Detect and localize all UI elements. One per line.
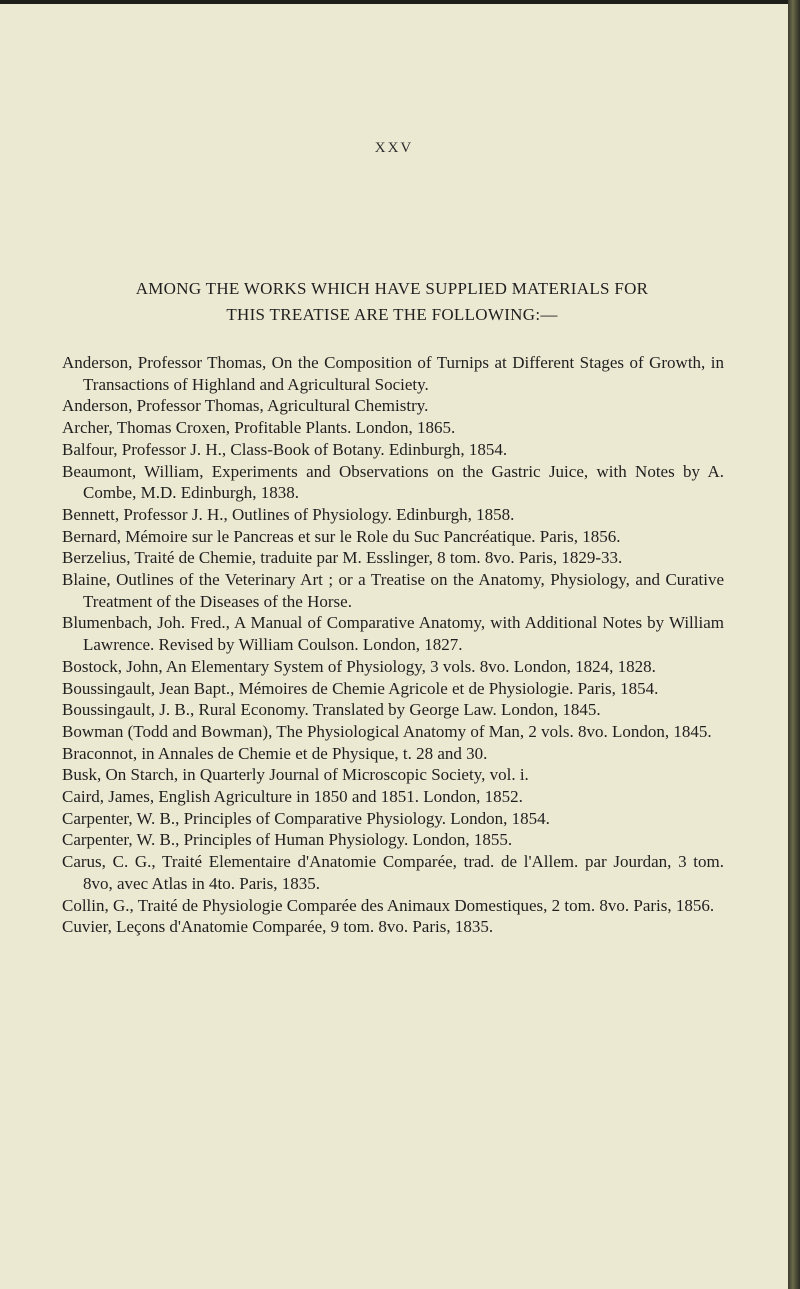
bibliography-entry: Busk, On Starch, in Quarterly Journal of Microscopic Society, vol. i. — [62, 765, 529, 785]
bibliography-entry: Carpenter, W. B., Principles of Comparative Physiology. London, 1854. — [62, 808, 550, 828]
bibliography-entry: Caird, James, English Agriculture in 1850 and 1851. London, 1852. — [62, 787, 523, 807]
bibliography-entry: Bostock, John, An Elementary System of Physiology, 3 vols. 8vo. London, 1824, 1828. — [62, 656, 656, 676]
bibliography-entry: Carpenter, W. B., Principles of Human Physiology. London, 1855. — [62, 830, 513, 850]
bibliography-entry: Berzelius, Traité de Chemie, traduite par M. Esslinger, 8 tom. 8vo. Paris, 1829-33. — [62, 548, 623, 568]
bibliography-entry: Boussingault, Jean Bapt., Mémoires de Chemie Agricole et de Physiologie. Paris, 1854. — [62, 678, 659, 698]
page-edge — [788, 0, 800, 1289]
bibliography-entry: Bowman (Todd and Bowman), The Physiological Anatomy of Man, 2 vols. 8vo. London, 1845. — [62, 721, 712, 741]
bibliography-entry: Boussingault, J. B., Rural Economy. Translated by George Law. London, 1845. — [62, 700, 601, 720]
bibliography-entry: Blumenbach, Joh. Fred., A Manual of Comparative Anatomy, with Additional Notes by William Lawrence. Revised by William Coulson. London, 1827. — [62, 613, 724, 655]
bibliography-entry: Cuvier, Leçons d'Anatomie Comparée, 9 tom. 8vo. Paris, 1835. — [62, 917, 494, 937]
bibliography-entry: Archer, Thomas Croxen, Profitable Plants. London, 1865. — [62, 418, 456, 438]
heading-line-1: AMONG THE WORKS WHICH HAVE SUPPLIED MATERIALS FOR — [135, 279, 649, 298]
bibliography-entry: Blaine, Outlines of the Veterinary Art ; or a Treatise on the Anatomy, Physiology, and Curative Treatment of the Diseases of the Horse. — [62, 570, 724, 611]
bibliography-entry: Beaumont, William, Experiments and Observations on the Gastric Juice, with Notes by A. Combe, M.D. Edinburgh, 1838. — [62, 461, 724, 503]
bibliography-entry: Bennett, Professor J. H., Outlines of Physiology. Edinburgh, 1858. — [62, 504, 515, 524]
bibliography-entry: Anderson, Professor Thomas, Agricultural Chemistry. — [62, 396, 429, 416]
bibliography-entry: Collin, G., Traité de Physiologie Comparée des Animaux Domestiques, 2 tom. 8vo. Paris, 1856. — [62, 895, 715, 915]
bibliography-entry: Bernard, Mémoire sur le Pancreas et sur le Role du Suc Pancréatique. Paris, 1856. — [62, 526, 621, 546]
bibliography-entry: Anderson, Professor Thomas, On the Composition of Turnips at Different Stages of Growth, in Transactions of Highland and Agricultural Society. — [62, 353, 724, 394]
bibliography-list — [62, 352, 724, 938]
bibliography-entry: Carus, C. G., Traité Elementaire d'Anatomie Comparée, trad. de l'Allem. par Jourdan, 3 tom. 8vo, avec Atlas in 4to. Paris, 1835. — [62, 852, 724, 893]
bibliography-entry: Balfour, Professor J. H., Class-Book of Botany. Edinburgh, 1854. — [62, 439, 508, 459]
heading-line-2: THIS TREATISE ARE THE FOLLOWING:— — [226, 305, 558, 324]
section-heading — [62, 276, 722, 328]
bibliography-entry: Braconnot, in Annales de Chemie et de Physique, t. 28 and 30. — [62, 743, 488, 763]
page-number: XXV — [374, 140, 414, 156]
